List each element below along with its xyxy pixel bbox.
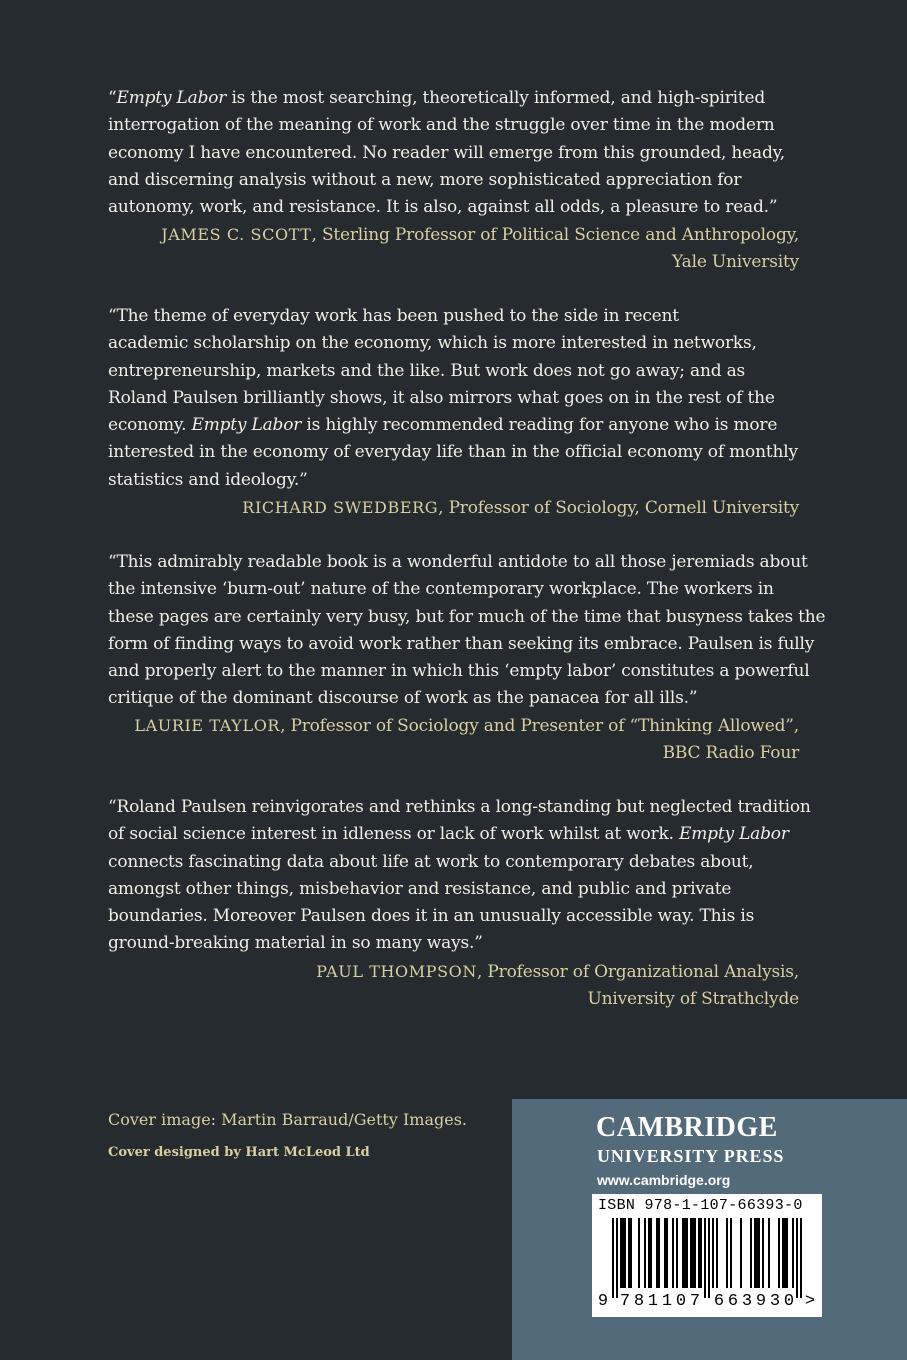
quote-line	[108, 631, 815, 658]
publisher-name: CAMBRIDGE	[596, 1112, 778, 1143]
attribution-line	[99, 494, 799, 522]
endorser-affiliation: BBC Radio Four	[662, 743, 799, 764]
barcode-bar	[712, 1218, 714, 1288]
barcode-bar	[692, 1218, 694, 1288]
quote-text: connects fascinating data about life at work to contemporary debates about,	[108, 851, 754, 872]
quote-text: these pages are certainly very busy, but for much of the time that busyness takes the	[108, 606, 826, 627]
barcode-digit: 6	[713, 1292, 725, 1311]
attribution-line	[99, 221, 799, 249]
quote-scott	[108, 85, 808, 221]
attribution-line	[99, 986, 799, 1013]
quote-text: and discerning analysis without a new, more sophisticated appreciation for	[108, 169, 742, 190]
barcode-digit: 8	[633, 1292, 645, 1311]
barcode-bar	[796, 1218, 798, 1298]
attribution-scott	[99, 221, 799, 277]
quote-text: entrepreneurship, markets and the like. But work does not go away; and as	[108, 360, 746, 381]
quote-line	[108, 930, 808, 957]
isbn-label: ISBN 978-1-107-66393-0	[598, 1197, 803, 1214]
attribution-line	[99, 712, 799, 740]
quote-text: is the most searching, theoretically informed, and high-spirited	[226, 88, 766, 108]
endorser-name: LAURIE TAYLOR	[134, 716, 281, 735]
quote-line	[108, 330, 808, 357]
endorser-name: JAMES C. SCOTT	[161, 225, 312, 244]
barcode-digit: 1	[661, 1292, 673, 1311]
quote-line	[108, 849, 808, 876]
quote-line	[108, 685, 808, 712]
barcode-bar	[750, 1218, 752, 1288]
quote-text: “This admirably readable book is a wonderful antidote to all those jeremiads about	[108, 552, 808, 572]
barcode-bar	[778, 1218, 780, 1288]
barcode-bar	[762, 1218, 764, 1288]
attribution-swedberg	[99, 494, 799, 522]
quote-text: “The theme of everyday work has been pushed to the side in recent	[108, 306, 679, 326]
barcode-bar	[676, 1218, 678, 1288]
endorser-name: PAUL THOMPSON	[316, 962, 478, 981]
quote-text: amongst other things, misbehavior and resistance, and public and private	[108, 878, 732, 899]
barcode-bar	[658, 1218, 660, 1288]
barcode-bar	[704, 1218, 706, 1298]
quote-line	[108, 439, 808, 466]
barcode-box	[592, 1194, 822, 1317]
endorser-affiliation: University of Strathclyde	[587, 989, 799, 1010]
barcode-digit: 0	[675, 1292, 687, 1311]
quote-line	[108, 358, 808, 385]
quote-thompson	[108, 794, 811, 958]
barcode-bar	[656, 1218, 658, 1288]
barcode-bar	[684, 1218, 686, 1288]
endorser-affiliation: , Sterling Professor of Political Science and Anthropology,	[311, 225, 799, 245]
barcode-bar	[624, 1218, 626, 1288]
book-title-italic: Empty Labor	[679, 824, 789, 845]
quote-line	[108, 821, 808, 848]
quote-text: interested in the economy of everyday life than in the official economy of monthly	[108, 442, 798, 463]
barcode-end-mark: >	[804, 1292, 816, 1311]
barcode-bar	[620, 1218, 622, 1288]
quote-line	[108, 412, 808, 439]
quote-text: critique of the dominant discourse of work as the panacea for all ills.”	[108, 688, 698, 709]
barcode-bar	[784, 1218, 786, 1288]
barcode-bar	[782, 1218, 784, 1288]
quote-line	[108, 658, 808, 685]
quote-line	[108, 194, 808, 221]
barcode-digit: 9	[755, 1292, 767, 1311]
quote-text: academic scholarship on the economy, which is more interested in networks,	[108, 333, 757, 354]
barcode-bar	[716, 1218, 718, 1288]
quote-line	[108, 140, 808, 167]
barcode-bar	[740, 1218, 742, 1288]
barcode-digit: 6	[727, 1292, 739, 1311]
quote-text: statistics and ideology.”	[108, 469, 308, 490]
barcode-bar	[630, 1218, 632, 1288]
barcode-bar	[698, 1218, 700, 1288]
barcode-bar	[768, 1218, 770, 1288]
endorser-affiliation: , Professor of Sociology and Presenter of “Thinking Allowed”,	[280, 716, 799, 736]
barcode-bar	[638, 1218, 640, 1288]
attribution-line	[99, 249, 799, 276]
attribution-taylor	[99, 712, 799, 768]
endorser-name: RICHARD SWEDBERG	[242, 498, 439, 517]
cover-design-credit: Cover designed by Hart McLeod Ltd	[108, 1145, 370, 1160]
quote-text: economy I have encountered. No reader will emerge from this grounded, heady,	[108, 142, 785, 163]
barcode	[592, 1194, 822, 1317]
barcode-bar	[694, 1218, 696, 1288]
barcode-digit: 7	[619, 1292, 631, 1311]
quote-swedberg	[108, 303, 808, 494]
barcode-bar	[690, 1218, 692, 1288]
quote-text: of social science interest in idleness or lack of work whilst at work.	[108, 824, 680, 845]
barcode-bar	[700, 1218, 702, 1288]
publisher-panel	[512, 1099, 907, 1360]
quote-line	[108, 85, 808, 112]
barcode-bar	[682, 1218, 684, 1288]
quote-line	[108, 794, 811, 821]
endorser-affiliation: , Professor of Organizational Analysis,	[477, 962, 799, 982]
barcode-digit: 1	[647, 1292, 659, 1311]
quote-line	[108, 385, 808, 412]
quote-text: Roland Paulsen brilliantly shows, it also mirrors what goes on in the rest of the	[108, 387, 775, 408]
endorser-affiliation: Yale University	[671, 252, 799, 273]
quote-line	[108, 467, 808, 494]
barcode-bar	[622, 1218, 624, 1288]
quote-text: form of finding ways to avoid work rather than seeking its embrace. Paulsen is fully	[108, 633, 815, 654]
barcode-bar	[612, 1218, 614, 1298]
barcode-bar	[644, 1218, 646, 1288]
quote-text: and properly alert to the manner in which this ‘empty labor’ constitutes a powerful	[108, 661, 810, 682]
attribution-thompson	[99, 958, 799, 1014]
barcode-digit: 0	[783, 1292, 795, 1311]
quote-line	[108, 876, 808, 903]
barcode-bar	[792, 1218, 794, 1288]
barcode-bar	[628, 1218, 630, 1288]
endorser-affiliation: , Professor of Sociology, Cornell University	[438, 498, 799, 518]
book-title-italic: Empty Labor	[116, 88, 227, 108]
barcode-bar	[800, 1218, 802, 1298]
quote-line	[108, 604, 826, 631]
quote-line	[108, 167, 808, 194]
barcode-bar	[756, 1218, 758, 1288]
quote-text: economy.	[108, 415, 192, 436]
barcode-bar	[686, 1218, 688, 1288]
barcode-bar	[664, 1218, 666, 1288]
barcode-digit: 9	[597, 1292, 609, 1311]
barcode-bar	[754, 1218, 756, 1288]
barcode-bar	[730, 1218, 732, 1288]
quote-line	[108, 576, 808, 603]
barcode-digit: 3	[741, 1292, 753, 1311]
quote-text: autonomy, work, and resistance. It is also, against all odds, a pleasure to read.”	[108, 197, 778, 218]
barcode-bar	[708, 1218, 710, 1298]
quote-text: boundaries. Moreover Paulsen does it in an unusually accessible way. This is	[108, 906, 755, 927]
barcode-digit: 7	[689, 1292, 701, 1311]
quote-line	[108, 903, 808, 930]
quote-taylor	[108, 549, 826, 713]
barcode-bar	[672, 1218, 674, 1288]
attribution-line	[99, 958, 799, 986]
quote-text: interrogation of the meaning of work and the struggle over time in the modern	[108, 115, 775, 136]
quote-text: the intensive ‘burn-out’ nature of the contemporary workplace. The workers in	[108, 579, 774, 600]
barcode-bar	[648, 1218, 650, 1288]
publisher-subtitle: UNIVERSITY PRESS	[597, 1146, 785, 1166]
book-title-italic: Empty Labor	[191, 415, 302, 436]
quote-line	[108, 549, 808, 576]
quote-text: “Roland Paulsen reinvigorates and rethinks a long-standing but neglected tradition	[108, 797, 811, 817]
quote-text: “	[108, 88, 117, 108]
cover-image-credit: Cover image: Martin Barraud/Getty Images.	[108, 1110, 467, 1129]
barcode-bar	[650, 1218, 652, 1288]
publisher-url: www.cambridge.org	[597, 1172, 731, 1188]
quote-text: ground-breaking material in so many ways.”	[108, 933, 483, 954]
barcode-bar	[758, 1218, 760, 1288]
attribution-line	[99, 740, 799, 767]
barcode-bar	[726, 1218, 728, 1288]
quote-line	[108, 112, 808, 139]
barcode-bar	[786, 1218, 788, 1288]
quote-line	[108, 303, 808, 330]
barcode-bar	[616, 1218, 618, 1298]
barcode-digit: 3	[769, 1292, 781, 1311]
barcode-bar	[666, 1218, 668, 1288]
quote-text: is highly recommended reading for anyone who is more	[301, 415, 778, 436]
